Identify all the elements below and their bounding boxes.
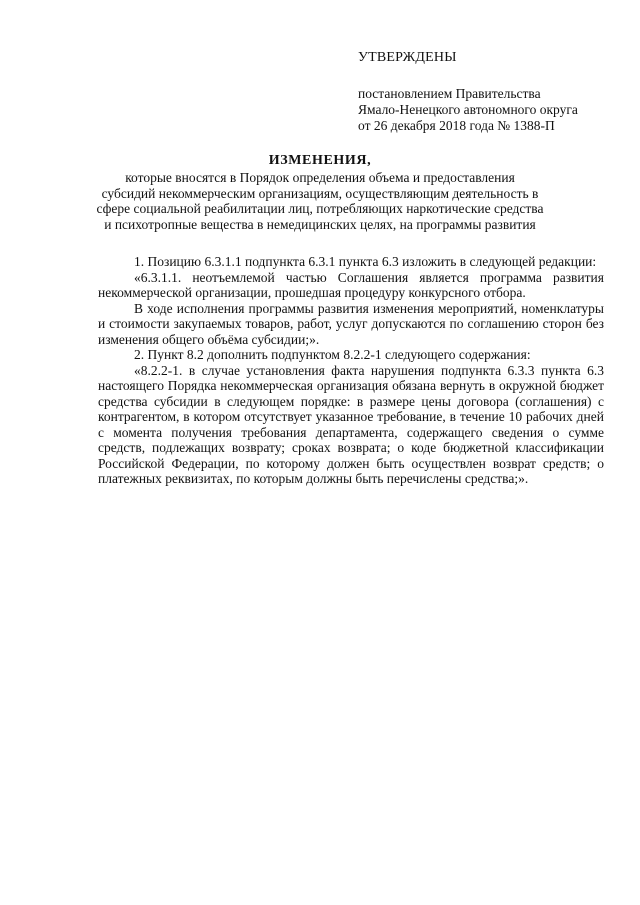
document-subtitle bbox=[90, 170, 550, 232]
subtitle-line: сфере социальной реабилитации лиц, потребляющих наркотические средства bbox=[96, 201, 544, 216]
document-body bbox=[98, 254, 604, 487]
approval-line: постановлением Правительства bbox=[358, 86, 541, 101]
paragraph: «6.3.1.1. неотъемлемой частью Соглашения является программа развития некоммерческой организации, прошедшая процедуру конкурсного отбора. bbox=[98, 269, 604, 300]
subtitle-line: субсидий некоммерческим организациям, осуществляющим деятельность в bbox=[101, 185, 539, 201]
paragraph: «8.2.2-1. в случае установления факта нарушения подпункта 6.3.3 пункта 6.3 настоящего Порядка некоммерческая организация обязана вернуть в окружной бюджет средства субсидии в следующем порядке: в размере цены договора (соглашения) с контрагентом, в котором отсутствует указанное требование, в течение 10 рабочих дней с момента получения требования департамента, содержащего сведения о сумме средств, подлежащих возврату; сроках возврата; о коде бюджетной классификации Российской Федерации, по которому должен быть осуществлен возврат средств; о платежных реквизитах, по которым должны быть перечислены средства;». bbox=[98, 362, 604, 486]
approval-heading: УТВЕРЖДЕНЫ bbox=[358, 50, 457, 65]
paragraph: 2. Пункт 8.2 дополнить подпунктом 8.2.2-1 следующего содержания: bbox=[134, 347, 531, 362]
approval-line: Ямало-Ненецкого автономного округа bbox=[358, 102, 578, 117]
document-title: ИЗМЕНЕНИЯ, bbox=[268, 153, 372, 168]
paragraph: В ходе исполнения программы развития изменения мероприятий, номенклатуры и стоимости закупаемых товаров, работ, услуг допускаются по соглашению сторон без изменения общего объёма субсидии;». bbox=[98, 300, 604, 347]
approval-line: от 26 декабря 2018 года № 1388-П bbox=[358, 118, 555, 133]
subtitle-line: и психотропные вещества в немедицинских целях, на программы развития bbox=[104, 216, 536, 232]
approval-block bbox=[358, 50, 578, 134]
paragraph: 1. Позицию 6.3.1.1 подпункта 6.3.1 пункта 6.3 изложить в следующей редакции: bbox=[134, 254, 597, 269]
subtitle-line: которые вносятся в Порядок определения объема и предоставления bbox=[125, 170, 515, 185]
